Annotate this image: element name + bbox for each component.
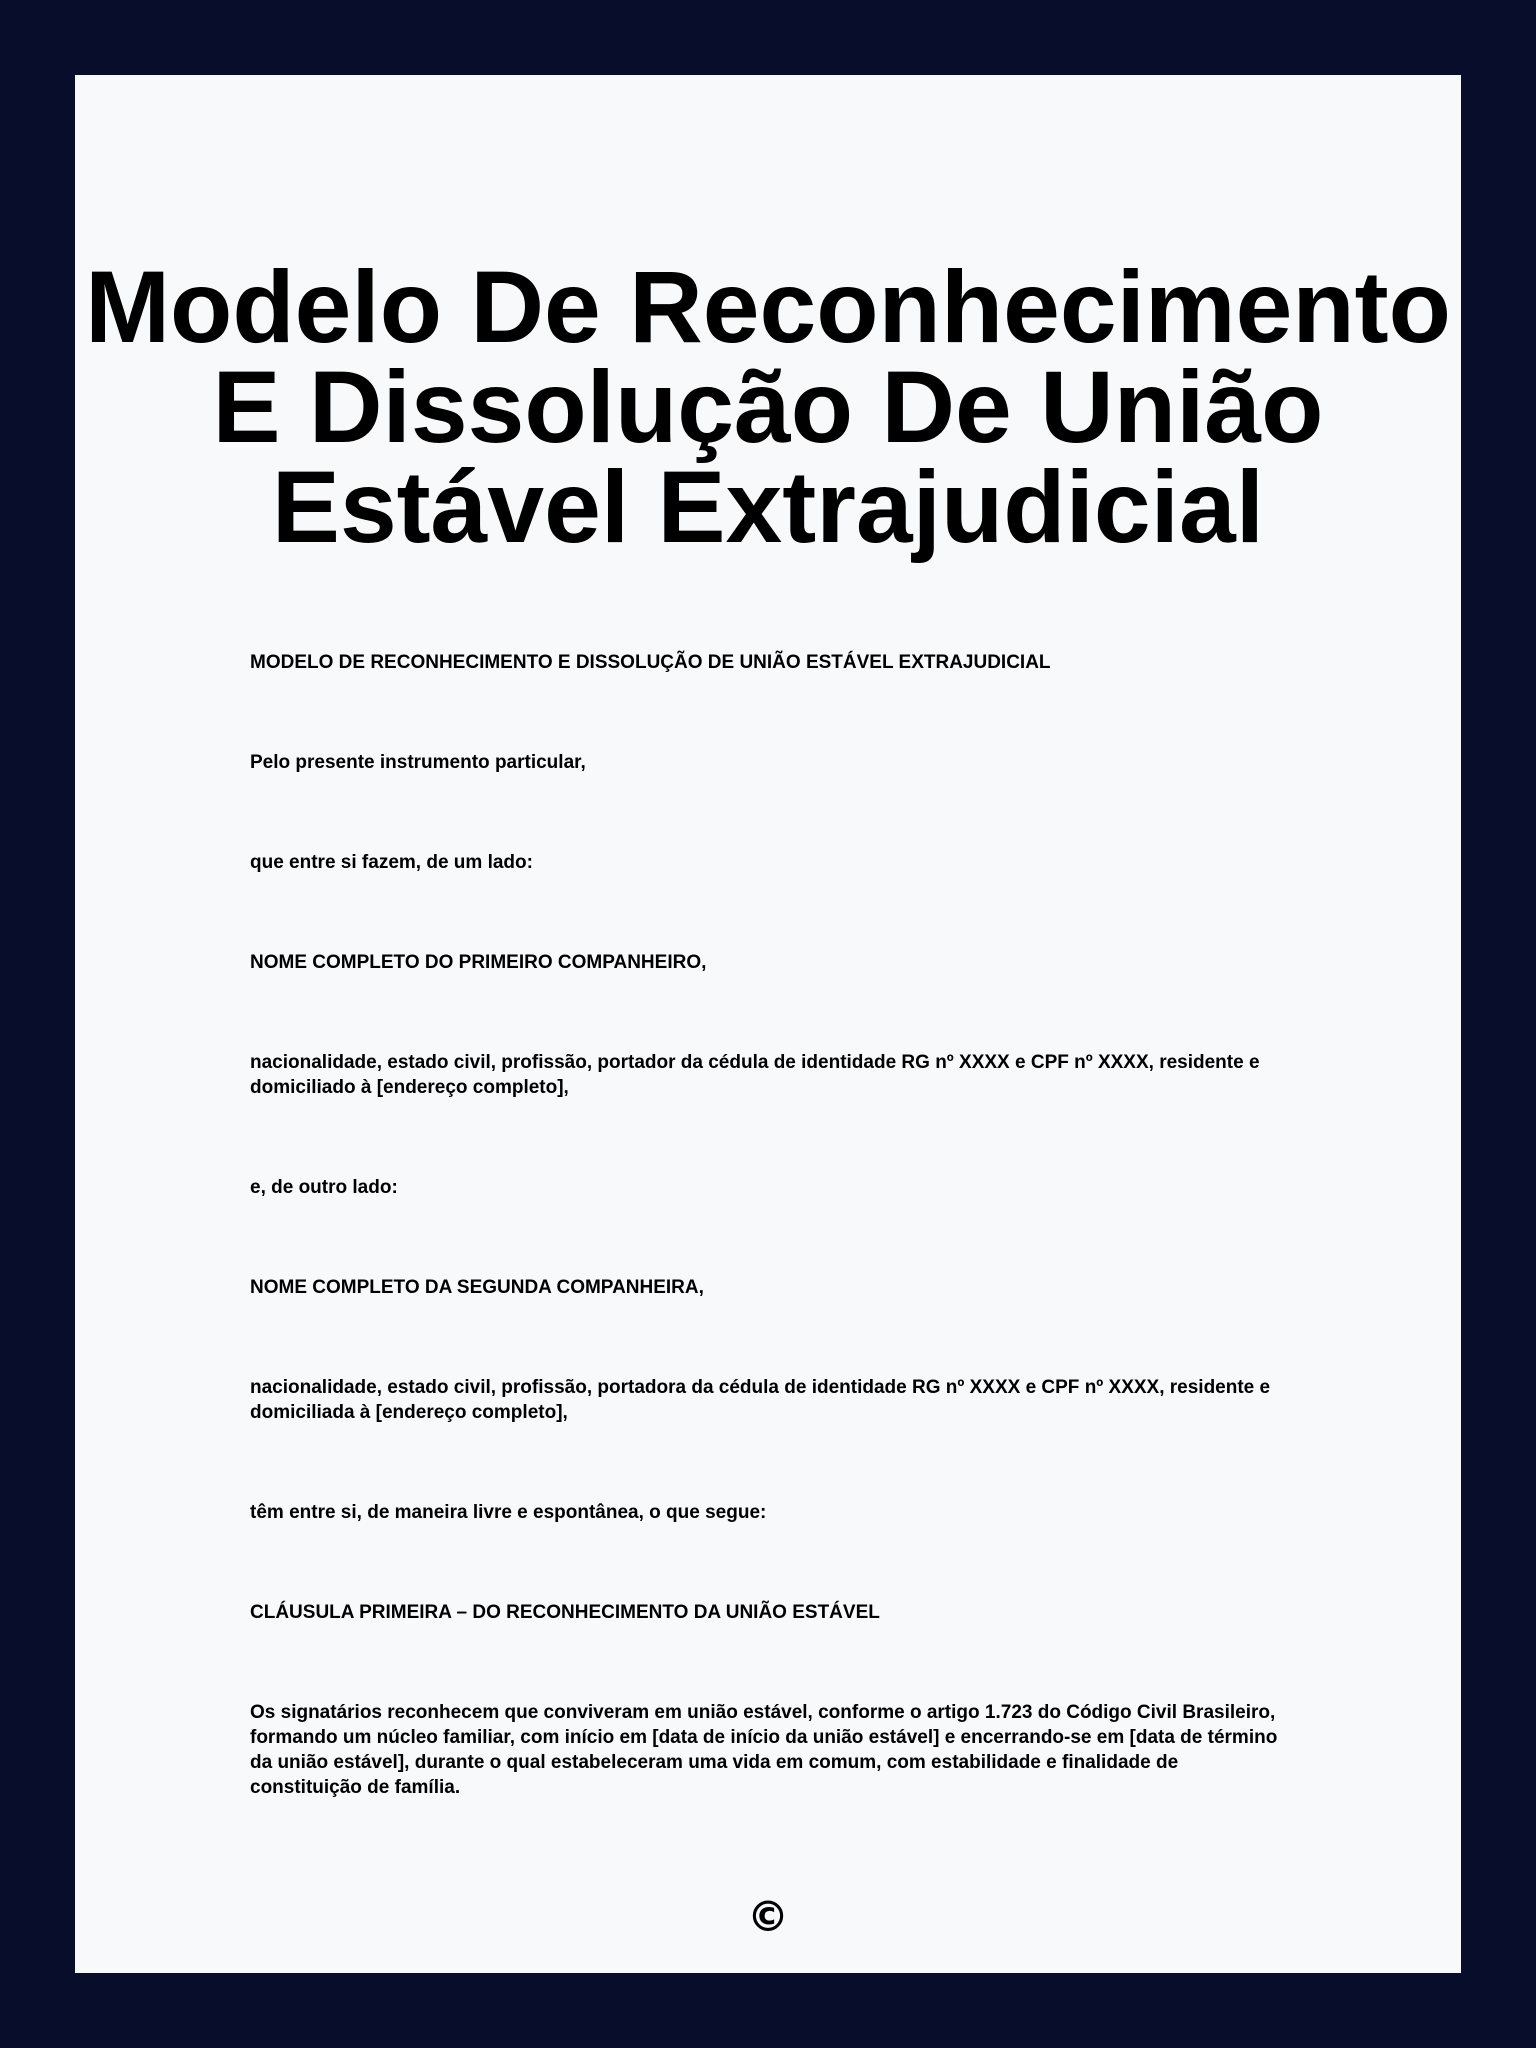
paragraph-second-party-intro: e, de outro lado: bbox=[250, 1177, 398, 1198]
second-party-name: NOME COMPLETO DA SEGUNDA COMPANHEIRA, bbox=[250, 1277, 704, 1298]
paragraph-agreement-intro: têm entre si, de maneira livre e espontânea, o que segue: bbox=[250, 1502, 767, 1523]
first-party-name: NOME COMPLETO DO PRIMEIRO COMPANHEIRO, bbox=[250, 952, 707, 973]
document-title: Modelo De Reconhecimento E Dissolução De União Estável Extrajudicial bbox=[85, 250, 1451, 564]
paragraph-first-party-intro: que entre si fazem, de um lado: bbox=[250, 852, 533, 873]
clause-one-text: Os signatários reconhecem que conviveram em união estável, conforme o artigo 1.723 do Código Civil Brasileiro, formando um núcleo familiar, com início em [data de início da união estável] e encerrando-se em [data de término da união estável], durante o qual estabeleceram uma vida em comum, com estabilidade e finalidade de constituição de família. bbox=[250, 1702, 1278, 1798]
first-party-details: nacionalidade, estado civil, profissão, portador da cédula de identidade RG nº XXXX e CPF nº XXXX, residente e domiciliado à [endereço completo], bbox=[250, 1052, 1260, 1098]
paragraph-intro: Pelo presente instrumento particular, bbox=[250, 752, 586, 773]
copyright-icon: © bbox=[747, 1892, 789, 1941]
clause-one-heading: CLÁUSULA PRIMEIRA – DO RECONHECIMENTO DA UNIÃO ESTÁVEL bbox=[250, 1602, 880, 1623]
document-heading: MODELO DE RECONHECIMENTO E DISSOLUÇÃO DE UNIÃO ESTÁVEL EXTRAJUDICIAL bbox=[250, 652, 1051, 673]
document-page bbox=[75, 75, 1461, 1973]
second-party-details: nacionalidade, estado civil, profissão, portadora da cédula de identidade RG nº XXXX e CPF nº XXXX, residente e domiciliada à [endereço completo], bbox=[250, 1377, 1271, 1423]
